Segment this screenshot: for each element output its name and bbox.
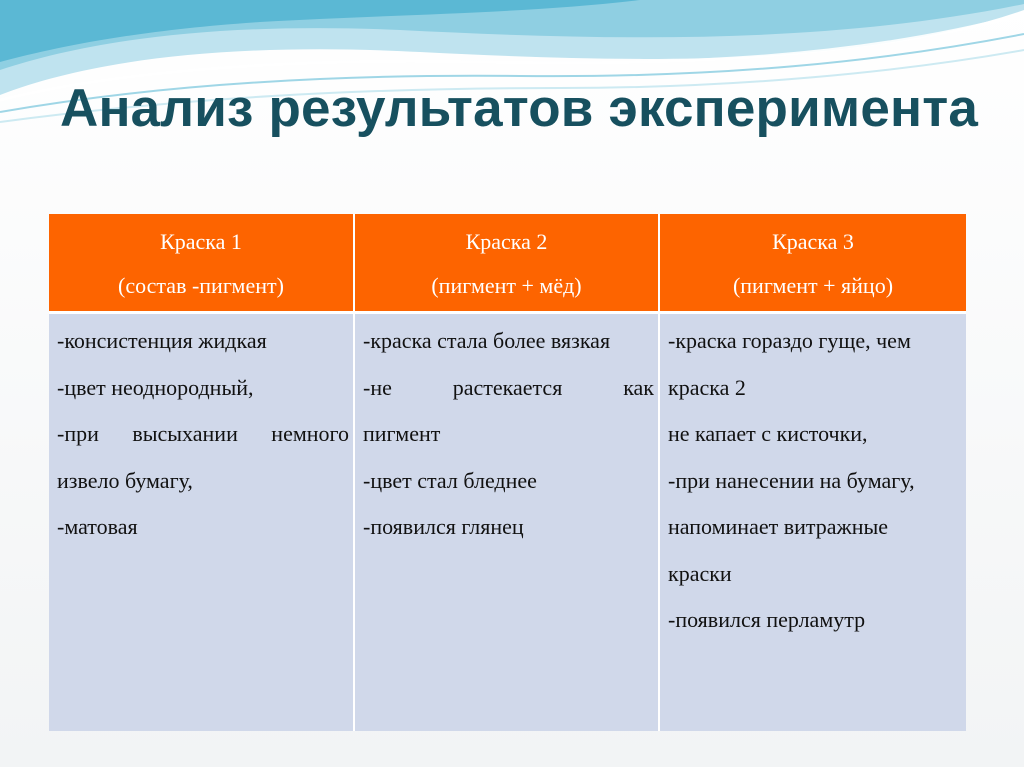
table-row — [49, 313, 966, 732]
observation-line: -консистенция жидкая — [57, 328, 267, 353]
observation-line: -при высыхании немного — [57, 421, 349, 446]
observation-line: напоминает витражные — [668, 514, 889, 539]
observation-line: извело бумагу, — [57, 467, 193, 493]
observation-line: -не растекается как — [363, 374, 654, 400]
cell-paint-1-observations — [49, 313, 354, 732]
header-paint-2 — [354, 214, 659, 313]
observation-line: -краска стала более вязкая — [363, 328, 611, 353]
header-paint-3 — [659, 214, 966, 313]
observation-line: -появился глянец — [363, 514, 524, 539]
header-label: Краска 3 — [772, 229, 854, 254]
header-label: Краска 1 — [160, 229, 242, 254]
header-paint-1 — [49, 214, 354, 313]
header-composition: (пигмент + мёд) — [431, 273, 582, 298]
observation-line: пигмент — [363, 421, 441, 446]
header-composition: (пигмент + яйцо) — [732, 273, 894, 298]
page-title: Анализ результатов эксперимента — [60, 79, 979, 138]
observation-line: -цвет стал бледнее — [363, 467, 537, 493]
cell-paint-3-observations — [659, 313, 966, 732]
results-table — [49, 214, 966, 731]
observation-line: краски — [668, 560, 732, 586]
observation-line: -краска гораздо гуще, чем — [668, 328, 911, 353]
table-header-row — [49, 214, 966, 313]
observation-line: -появился перламутр — [668, 607, 866, 632]
header-label: Краска 2 — [465, 229, 548, 254]
observation-line: -цвет неоднородный, — [57, 374, 254, 400]
observation-line: не капает с кисточки, — [668, 421, 868, 446]
observation-line: краска 2 — [668, 374, 746, 400]
observation-line: -матовая — [57, 514, 138, 539]
cell-paint-2-observations — [354, 313, 659, 732]
header-composition: (состав -пигмент) — [118, 273, 284, 298]
observation-line: -при нанесении на бумагу, — [668, 467, 915, 493]
